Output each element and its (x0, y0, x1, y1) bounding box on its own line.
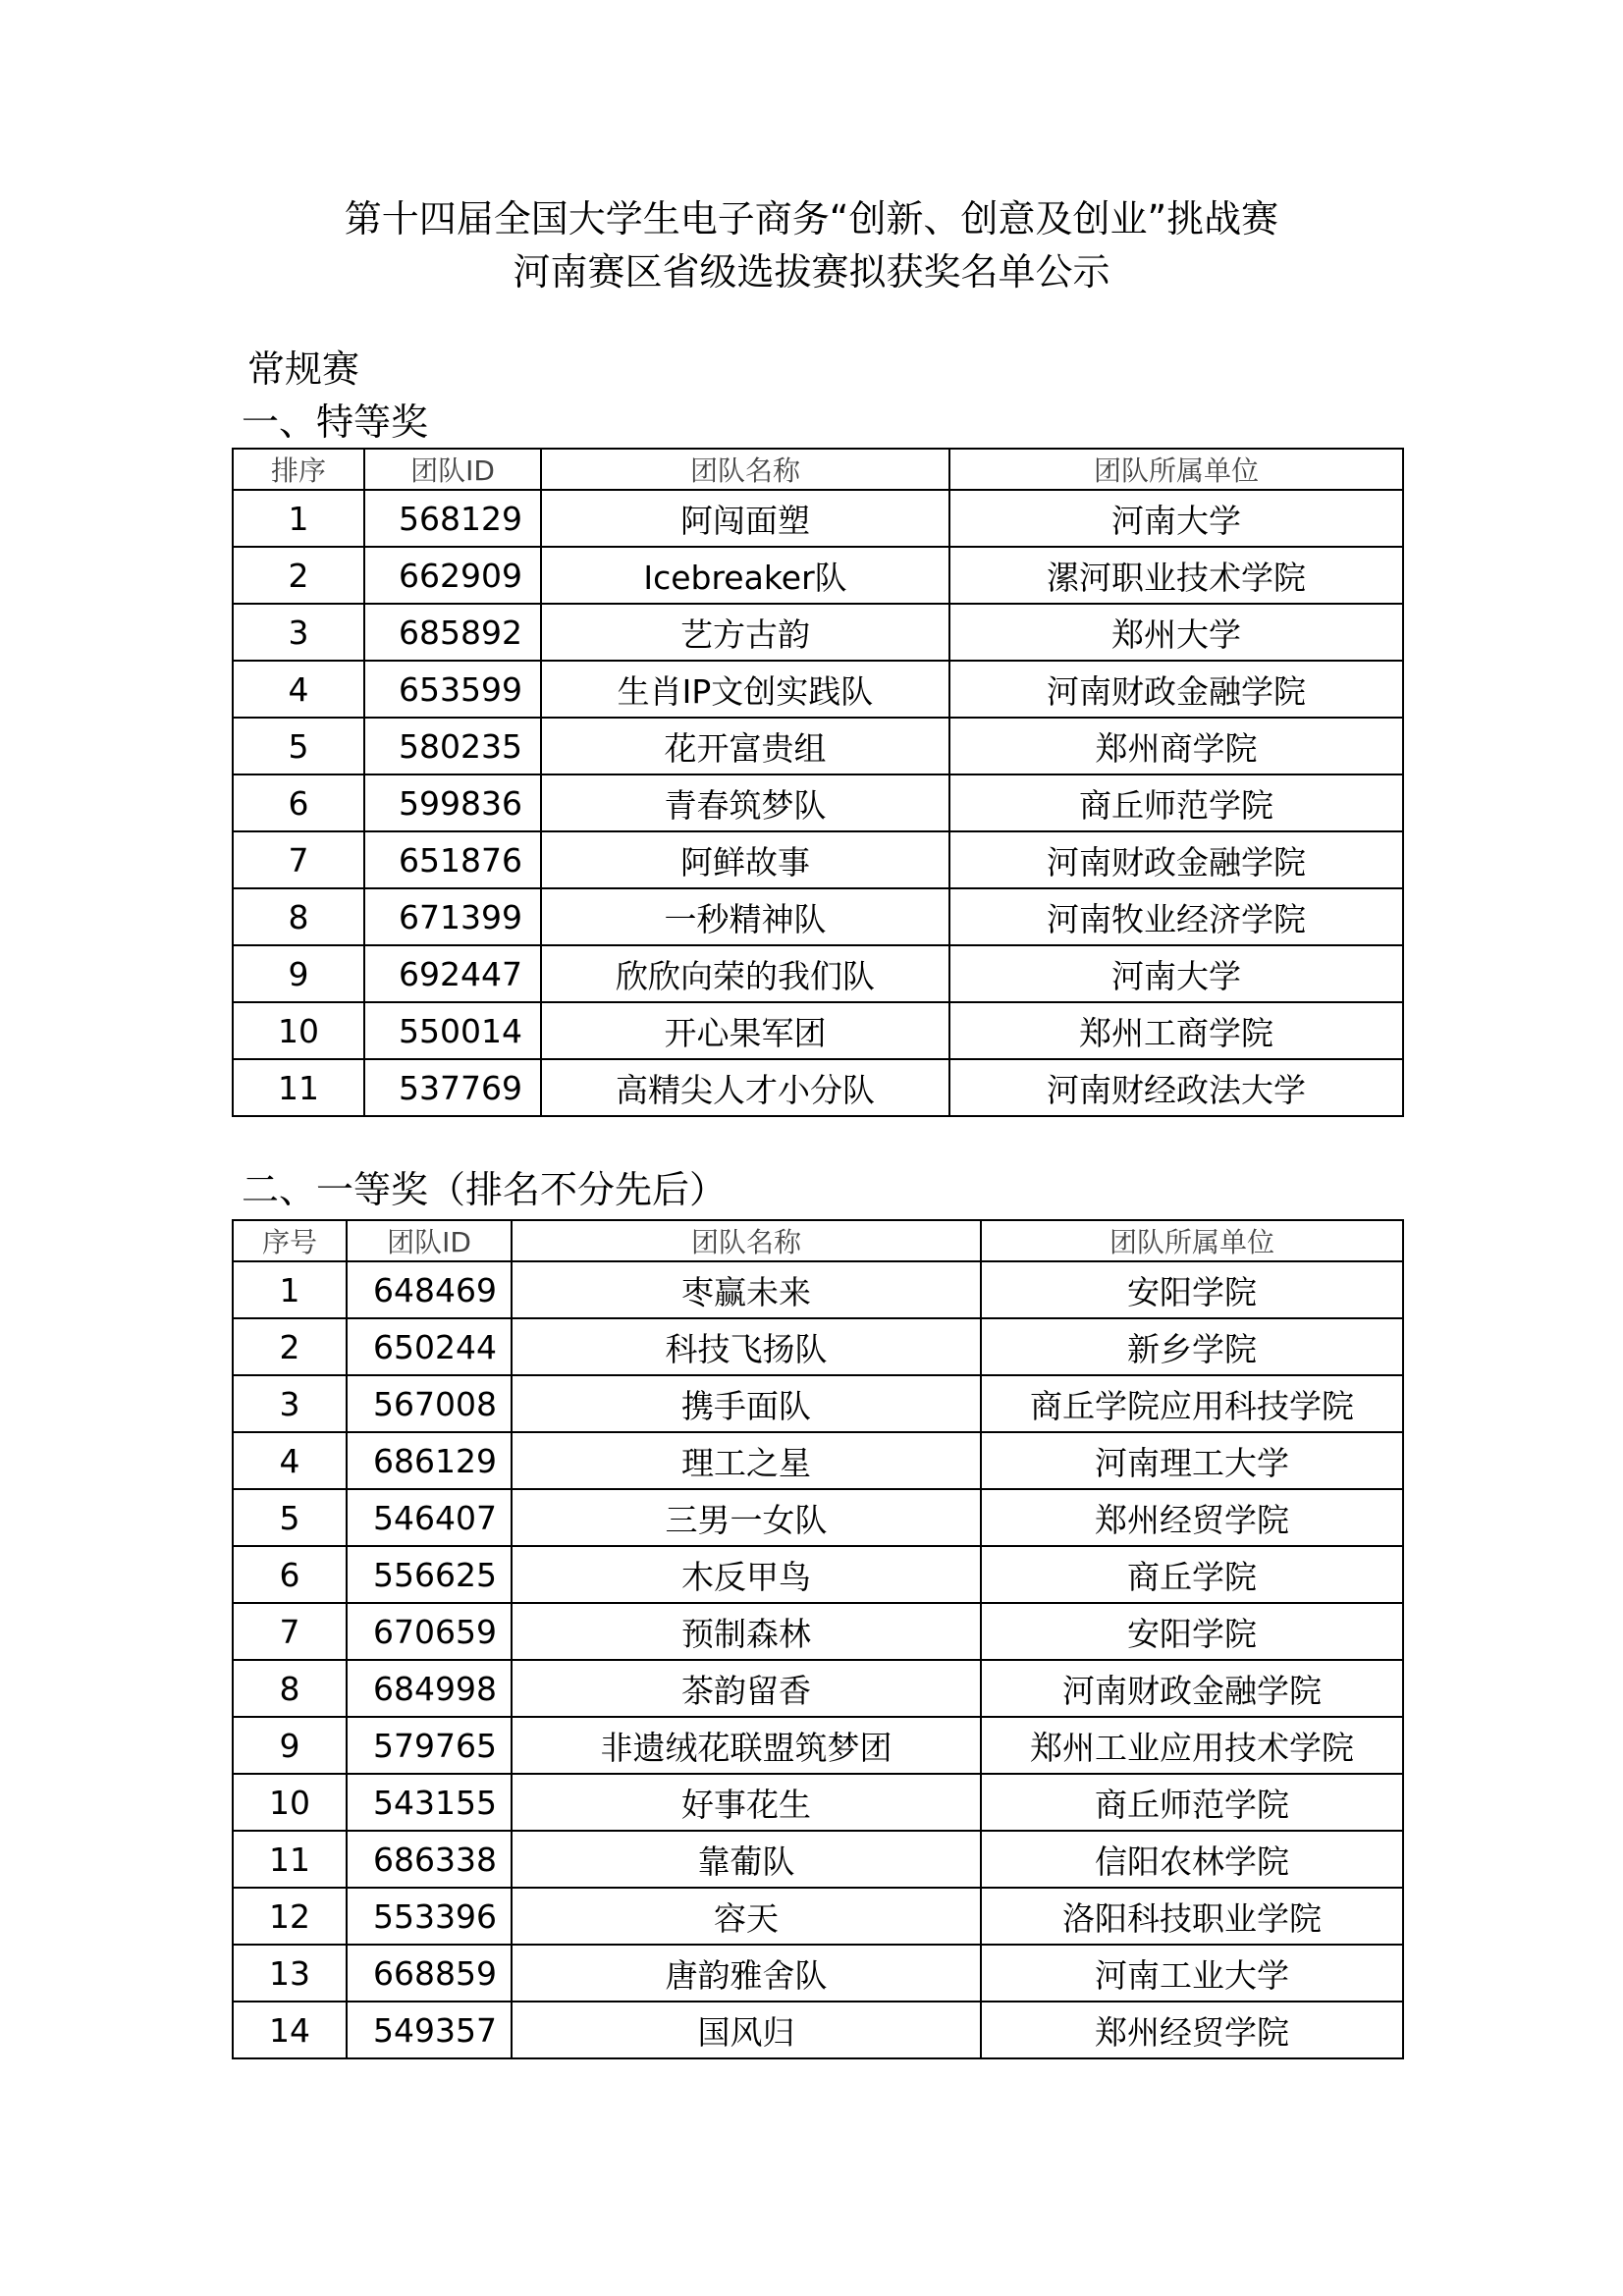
rank-cell: 2 (233, 1318, 347, 1375)
team-id-cell: 546407 (347, 1489, 512, 1546)
team-name-cell: 欣欣向荣的我们队 (541, 945, 949, 1002)
rank-cell: 14 (233, 2002, 347, 2058)
team-unit-cell: 郑州工业应用技术学院 (981, 1717, 1403, 1774)
rank-cell: 1 (233, 490, 364, 547)
header-team-unit: 团队所属单位 (981, 1220, 1403, 1261)
team-unit-cell: 郑州经贸学院 (981, 1489, 1403, 1546)
team-name-cell: 阿鲜故事 (541, 831, 949, 888)
table-row (233, 718, 1403, 774)
team-id-cell: 553396 (347, 1888, 512, 1945)
team-name-cell: 携手面队 (512, 1375, 981, 1432)
team-unit-cell: 河南财政金融学院 (981, 1660, 1403, 1717)
rank-cell: 7 (233, 831, 364, 888)
team-name-cell: 艺方古韵 (541, 604, 949, 661)
team-name-cell: 唐韵雅舍队 (512, 1945, 981, 2002)
team-name-cell: 三男一女队 (512, 1489, 981, 1546)
team-id-cell: 670659 (347, 1603, 512, 1660)
header-seq-no: 序号 (233, 1220, 347, 1261)
team-name-cell: 生肖IP文创实践队 (541, 661, 949, 718)
team-name-cell: 茶韵留香 (512, 1660, 981, 1717)
table-row (233, 604, 1403, 661)
section-title-special-prize: 一、特等奖 (242, 400, 429, 444)
team-unit-cell: 洛阳科技职业学院 (981, 1888, 1403, 1945)
header-team-id: 团队ID (347, 1220, 512, 1261)
team-id-cell: 668859 (347, 1945, 512, 2002)
header-team-name: 团队名称 (541, 449, 949, 490)
team-unit-cell: 河南工业大学 (981, 1945, 1403, 2002)
rank-cell: 8 (233, 888, 364, 945)
table-row (233, 1546, 1403, 1603)
team-name-cell: 非遗绒花联盟筑梦团 (512, 1717, 981, 1774)
rank-cell: 4 (233, 661, 364, 718)
team-name-cell: 枣赢未来 (512, 1261, 981, 1318)
team-name-cell: 青春筑梦队 (541, 774, 949, 831)
team-unit-cell: 商丘学院应用科技学院 (981, 1375, 1403, 1432)
table-row (233, 1717, 1403, 1774)
header-team-id: 团队ID (364, 449, 541, 490)
rank-cell: 1 (233, 1261, 347, 1318)
rank-cell: 7 (233, 1603, 347, 1660)
table-row (233, 1059, 1403, 1116)
team-id-cell: 685892 (364, 604, 541, 661)
team-unit-cell: 郑州经贸学院 (981, 2002, 1403, 2058)
rank-cell: 5 (233, 1489, 347, 1546)
table-row (233, 1489, 1403, 1546)
table-row (233, 774, 1403, 831)
team-id-cell: 550014 (364, 1002, 541, 1059)
table-row (233, 1432, 1403, 1489)
team-unit-cell: 河南财政金融学院 (949, 661, 1403, 718)
team-id-cell: 567008 (347, 1375, 512, 1432)
table-row (233, 1261, 1403, 1318)
team-name-cell: 一秒精神队 (541, 888, 949, 945)
rank-cell: 2 (233, 547, 364, 604)
team-unit-cell: 信阳农林学院 (981, 1831, 1403, 1888)
team-unit-cell: 河南财经政法大学 (949, 1059, 1403, 1116)
table-row (233, 831, 1403, 888)
team-unit-cell: 郑州工商学院 (949, 1002, 1403, 1059)
table-row (233, 1774, 1403, 1831)
team-id-cell: 579765 (347, 1717, 512, 1774)
table-row (233, 888, 1403, 945)
team-unit-cell: 安阳学院 (981, 1261, 1403, 1318)
rank-cell: 8 (233, 1660, 347, 1717)
team-id-cell: 599836 (364, 774, 541, 831)
table-row (233, 1831, 1403, 1888)
table-row (233, 1660, 1403, 1717)
team-id-cell: 648469 (347, 1261, 512, 1318)
rank-cell: 11 (233, 1059, 364, 1116)
special-prize-table (232, 448, 1404, 1117)
rank-cell: 5 (233, 718, 364, 774)
table-row (233, 945, 1403, 1002)
team-name-cell: 预制森林 (512, 1603, 981, 1660)
table-row (233, 2002, 1403, 2058)
team-name-cell: 容天 (512, 1888, 981, 1945)
team-unit-cell: 郑州商学院 (949, 718, 1403, 774)
team-name-cell: 阿闯面塑 (541, 490, 949, 547)
team-id-cell: 537769 (364, 1059, 541, 1116)
team-name-cell: 国风归 (512, 2002, 981, 2058)
section-title-first-prize: 二、一等奖（排名不分先后） (242, 1168, 728, 1211)
team-unit-cell: 商丘学院 (981, 1546, 1403, 1603)
rank-cell: 10 (233, 1002, 364, 1059)
rank-cell: 9 (233, 945, 364, 1002)
team-id-cell: 549357 (347, 2002, 512, 2058)
team-id-cell: 556625 (347, 1546, 512, 1603)
team-name-cell: 理工之星 (512, 1432, 981, 1489)
team-id-cell: 653599 (364, 661, 541, 718)
team-unit-cell: 商丘师范学院 (949, 774, 1403, 831)
team-id-cell: 543155 (347, 1774, 512, 1831)
header-team-name: 团队名称 (512, 1220, 981, 1261)
team-unit-cell: 安阳学院 (981, 1603, 1403, 1660)
table-row (233, 1888, 1403, 1945)
team-unit-cell: 河南理工大学 (981, 1432, 1403, 1489)
header-rank: 排序 (233, 449, 364, 490)
team-id-cell: 671399 (364, 888, 541, 945)
team-id-cell: 580235 (364, 718, 541, 774)
team-id-cell: 686129 (347, 1432, 512, 1489)
team-name-cell: Icebreaker队 (541, 547, 949, 604)
table-row (233, 490, 1403, 547)
table-row (233, 661, 1403, 718)
title-line-1: 第十四届全国大学生电子商务“创新、创意及创业”挑战赛 (344, 197, 1279, 240)
table-header-row (233, 449, 1403, 490)
table-row (233, 1945, 1403, 2002)
rank-cell: 13 (233, 1945, 347, 2002)
team-name-cell: 开心果军团 (541, 1002, 949, 1059)
rank-cell: 3 (233, 1375, 347, 1432)
rank-cell: 10 (233, 1774, 347, 1831)
rank-cell: 11 (233, 1831, 347, 1888)
team-unit-cell: 新乡学院 (981, 1318, 1403, 1375)
rank-cell: 9 (233, 1717, 347, 1774)
rank-cell: 6 (233, 1546, 347, 1603)
rank-cell: 6 (233, 774, 364, 831)
team-name-cell: 木反甲鸟 (512, 1546, 981, 1603)
team-id-cell: 651876 (364, 831, 541, 888)
team-unit-cell: 河南大学 (949, 945, 1403, 1002)
team-name-cell: 科技飞扬队 (512, 1318, 981, 1375)
team-id-cell: 684998 (347, 1660, 512, 1717)
table-row (233, 1603, 1403, 1660)
team-unit-cell: 河南财政金融学院 (949, 831, 1403, 888)
team-unit-cell: 河南牧业经济学院 (949, 888, 1403, 945)
table-row (233, 1318, 1403, 1375)
document-title (0, 192, 1623, 298)
rank-cell: 12 (233, 1888, 347, 1945)
rank-cell: 4 (233, 1432, 347, 1489)
first-prize-table (232, 1219, 1404, 2059)
team-unit-cell: 郑州大学 (949, 604, 1403, 661)
team-id-cell: 568129 (364, 490, 541, 547)
category-heading: 常规赛 (247, 347, 360, 391)
team-id-cell: 692447 (364, 945, 541, 1002)
table-header-row (233, 1220, 1403, 1261)
team-unit-cell: 河南大学 (949, 490, 1403, 547)
team-name-cell: 好事花生 (512, 1774, 981, 1831)
team-name-cell: 靠葡队 (512, 1831, 981, 1888)
team-id-cell: 650244 (347, 1318, 512, 1375)
team-unit-cell: 商丘师范学院 (981, 1774, 1403, 1831)
table-row (233, 1375, 1403, 1432)
header-team-unit: 团队所属单位 (949, 449, 1403, 490)
team-unit-cell: 漯河职业技术学院 (949, 547, 1403, 604)
team-name-cell: 花开富贵组 (541, 718, 949, 774)
team-id-cell: 686338 (347, 1831, 512, 1888)
title-line-2: 河南赛区省级选拔赛拟获奖名单公示 (513, 250, 1110, 294)
rank-cell: 3 (233, 604, 364, 661)
table-row (233, 1002, 1403, 1059)
table-row (233, 547, 1403, 604)
team-name-cell: 高精尖人才小分队 (541, 1059, 949, 1116)
team-id-cell: 662909 (364, 547, 541, 604)
